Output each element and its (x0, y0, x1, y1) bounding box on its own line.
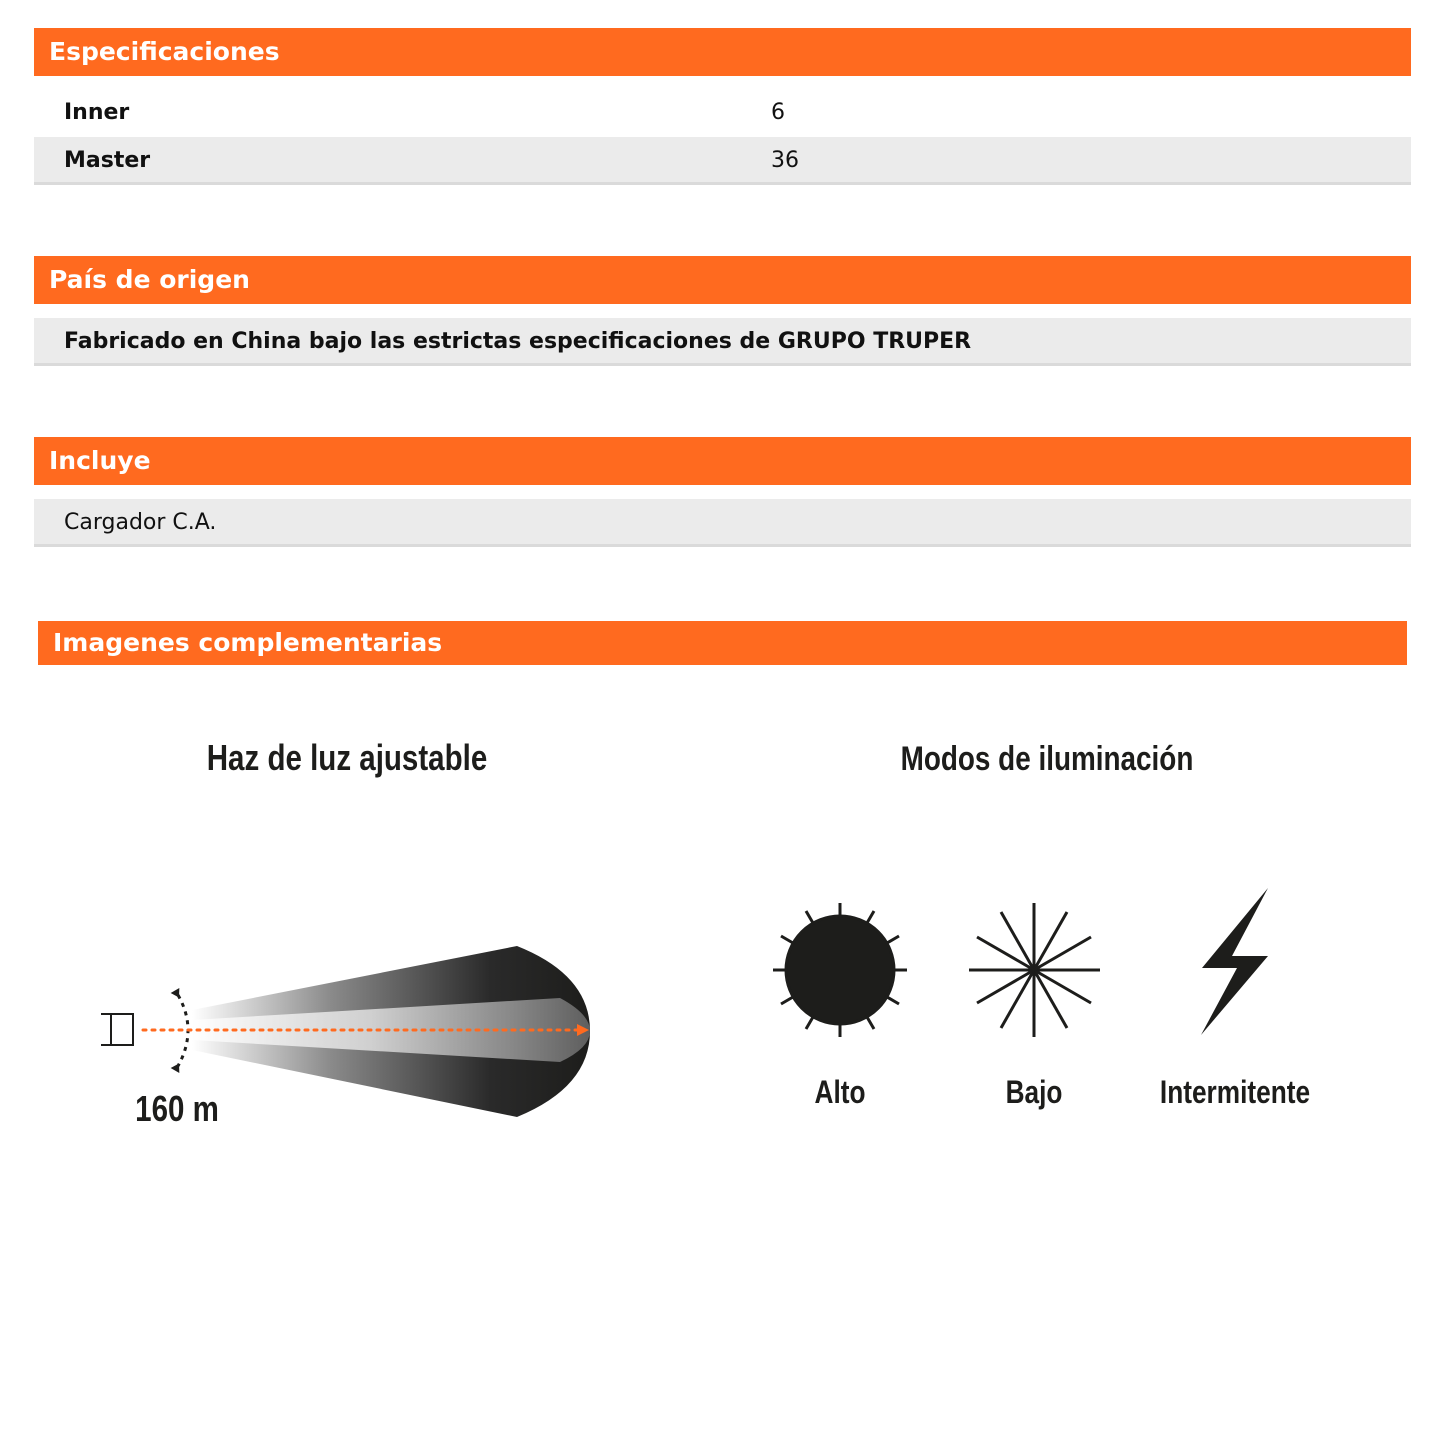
sun-solid-icon (773, 903, 907, 1037)
origin-text: Fabricado en China bajo las estrictas especificaciones de GRUPO TRUPER (64, 329, 972, 354)
images-header: Imagenes complementarias (38, 621, 1407, 665)
origin-header: País de origen (34, 256, 1411, 304)
mode-label-bajo: Bajo (1005, 1074, 1063, 1110)
lightning-bolt-icon (1201, 888, 1268, 1035)
mode-label-intermitente: Intermitente (1159, 1074, 1311, 1110)
includes-item: Cargador C.A. (64, 510, 217, 535)
specs-header: Especificaciones (34, 28, 1411, 76)
specs-row-value: 6 (771, 100, 785, 125)
specs-row-value: 36 (771, 148, 799, 173)
mode-label-alto: Alto (814, 1074, 866, 1110)
beam-title: Haz de luz ajustable (206, 737, 488, 778)
specs-row-label: Inner (64, 100, 130, 125)
starburst-icon (969, 903, 1100, 1037)
specs-row-label: Master (64, 148, 151, 173)
beam-distance: 160 m (135, 1088, 219, 1129)
modes-title: Modos de iluminación (900, 740, 1194, 778)
includes-header: Incluye (34, 437, 1411, 485)
